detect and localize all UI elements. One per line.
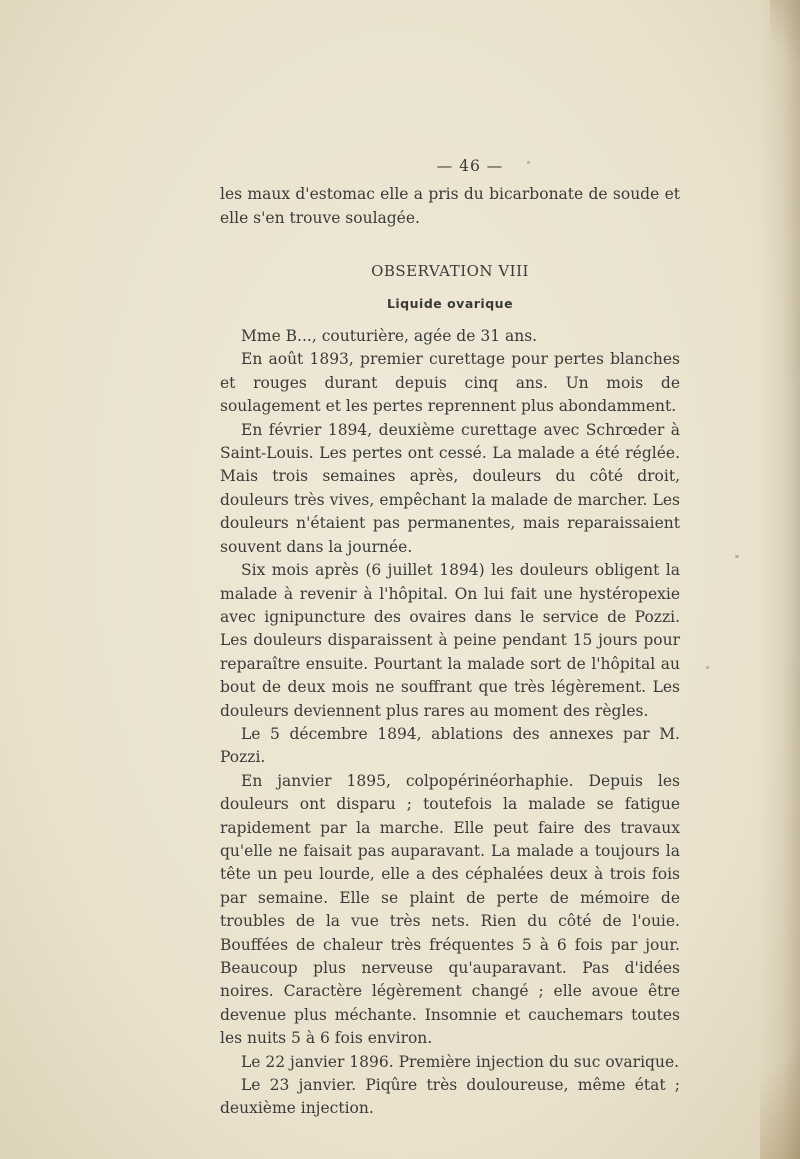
observation-title: OBSERVATION VIII [371, 262, 529, 281]
paragraph: Le 23 janvier. Piqûre très douloureuse, même état ; deuxième injection. [220, 1076, 680, 1118]
paper-speck [735, 555, 739, 558]
paragraph: Le 22 janvier 1896. Première injection du suc ovarique. [241, 1052, 680, 1071]
paragraph: En février 1894, deuxième curettage avec Schrœder à Saint-Louis. Les pertes ont cessé. La malade a été réglée. Mais trois semaines après, douleurs du côté droit, douleurs très vives, empêchant la malade de marcher. Les douleurs n'étaient pas permanentes, mais reparaissaient souvent dans la journée. [220, 420, 680, 556]
observation-subtitle: Liquide ovarique [386, 295, 514, 311]
page-edge-shadow [758, 0, 800, 1159]
page-number: — 46 — [436, 157, 504, 175]
page-corner-top [770, 0, 800, 60]
paragraph: En août 1893, premier curettage pour pertes blanches et rouges durant depuis cinq ans. Un mois de soulagement et les pertes reprennent plus abondamment. [220, 350, 680, 416]
paragraph: Six mois après (6 juillet 1894) les douleurs obligent la malade à revenir à l'hôpital. On lui fait une hystéropexie avec ignipuncture des ovaires dans le service de Pozzi. Les douleurs disparaissent à peine pendant 15 jours pour reparaître ensuite. Pourtant la malade sort de l'hôpital au bout de deux mois ne souffrant que très légèrement. Les douleurs deviennent plus rares au moment des règles. [220, 561, 680, 720]
paragraph: Le 5 décembre 1894, ablations des annexes par M. Pozzi. [220, 724, 680, 767]
paragraph: En janvier 1895, colpopérinéorhaphie. Depuis les douleurs ont disparu ; toutefois la malade se fatigue rapidement par la marche. Elle peut faire des travaux qu'elle ne faisait pas auparavant. La malade a toujours la tête un peu lourde, elle a des céphalées deux à trois fois par semaine. Elle se plaint de perte de mémoire de troubles de la vue très nets. Rien du côté de l'ouie. Bouffées de chaleur très fréquentes 5 à 6 fois par jour. Beaucoup plus nerveuse qu'auparavant. Pas d'idées noires. Caractère légèrement changé ; elle avoue être devenue plus méchante. Insomnie et cauchemars toutes les nuits 5 à 6 fois environ. [220, 771, 680, 1048]
page-body [220, 155, 680, 1121]
intro-paragraph: les maux d'estomac elle a pris du bicarbonate de soude et elle s'en trouve soulagée. [220, 185, 680, 227]
paper-speck [706, 666, 709, 669]
page-corner-bottom [760, 1029, 800, 1159]
paragraph: Mme B..., couturière, agée de 31 ans. [241, 327, 538, 346]
